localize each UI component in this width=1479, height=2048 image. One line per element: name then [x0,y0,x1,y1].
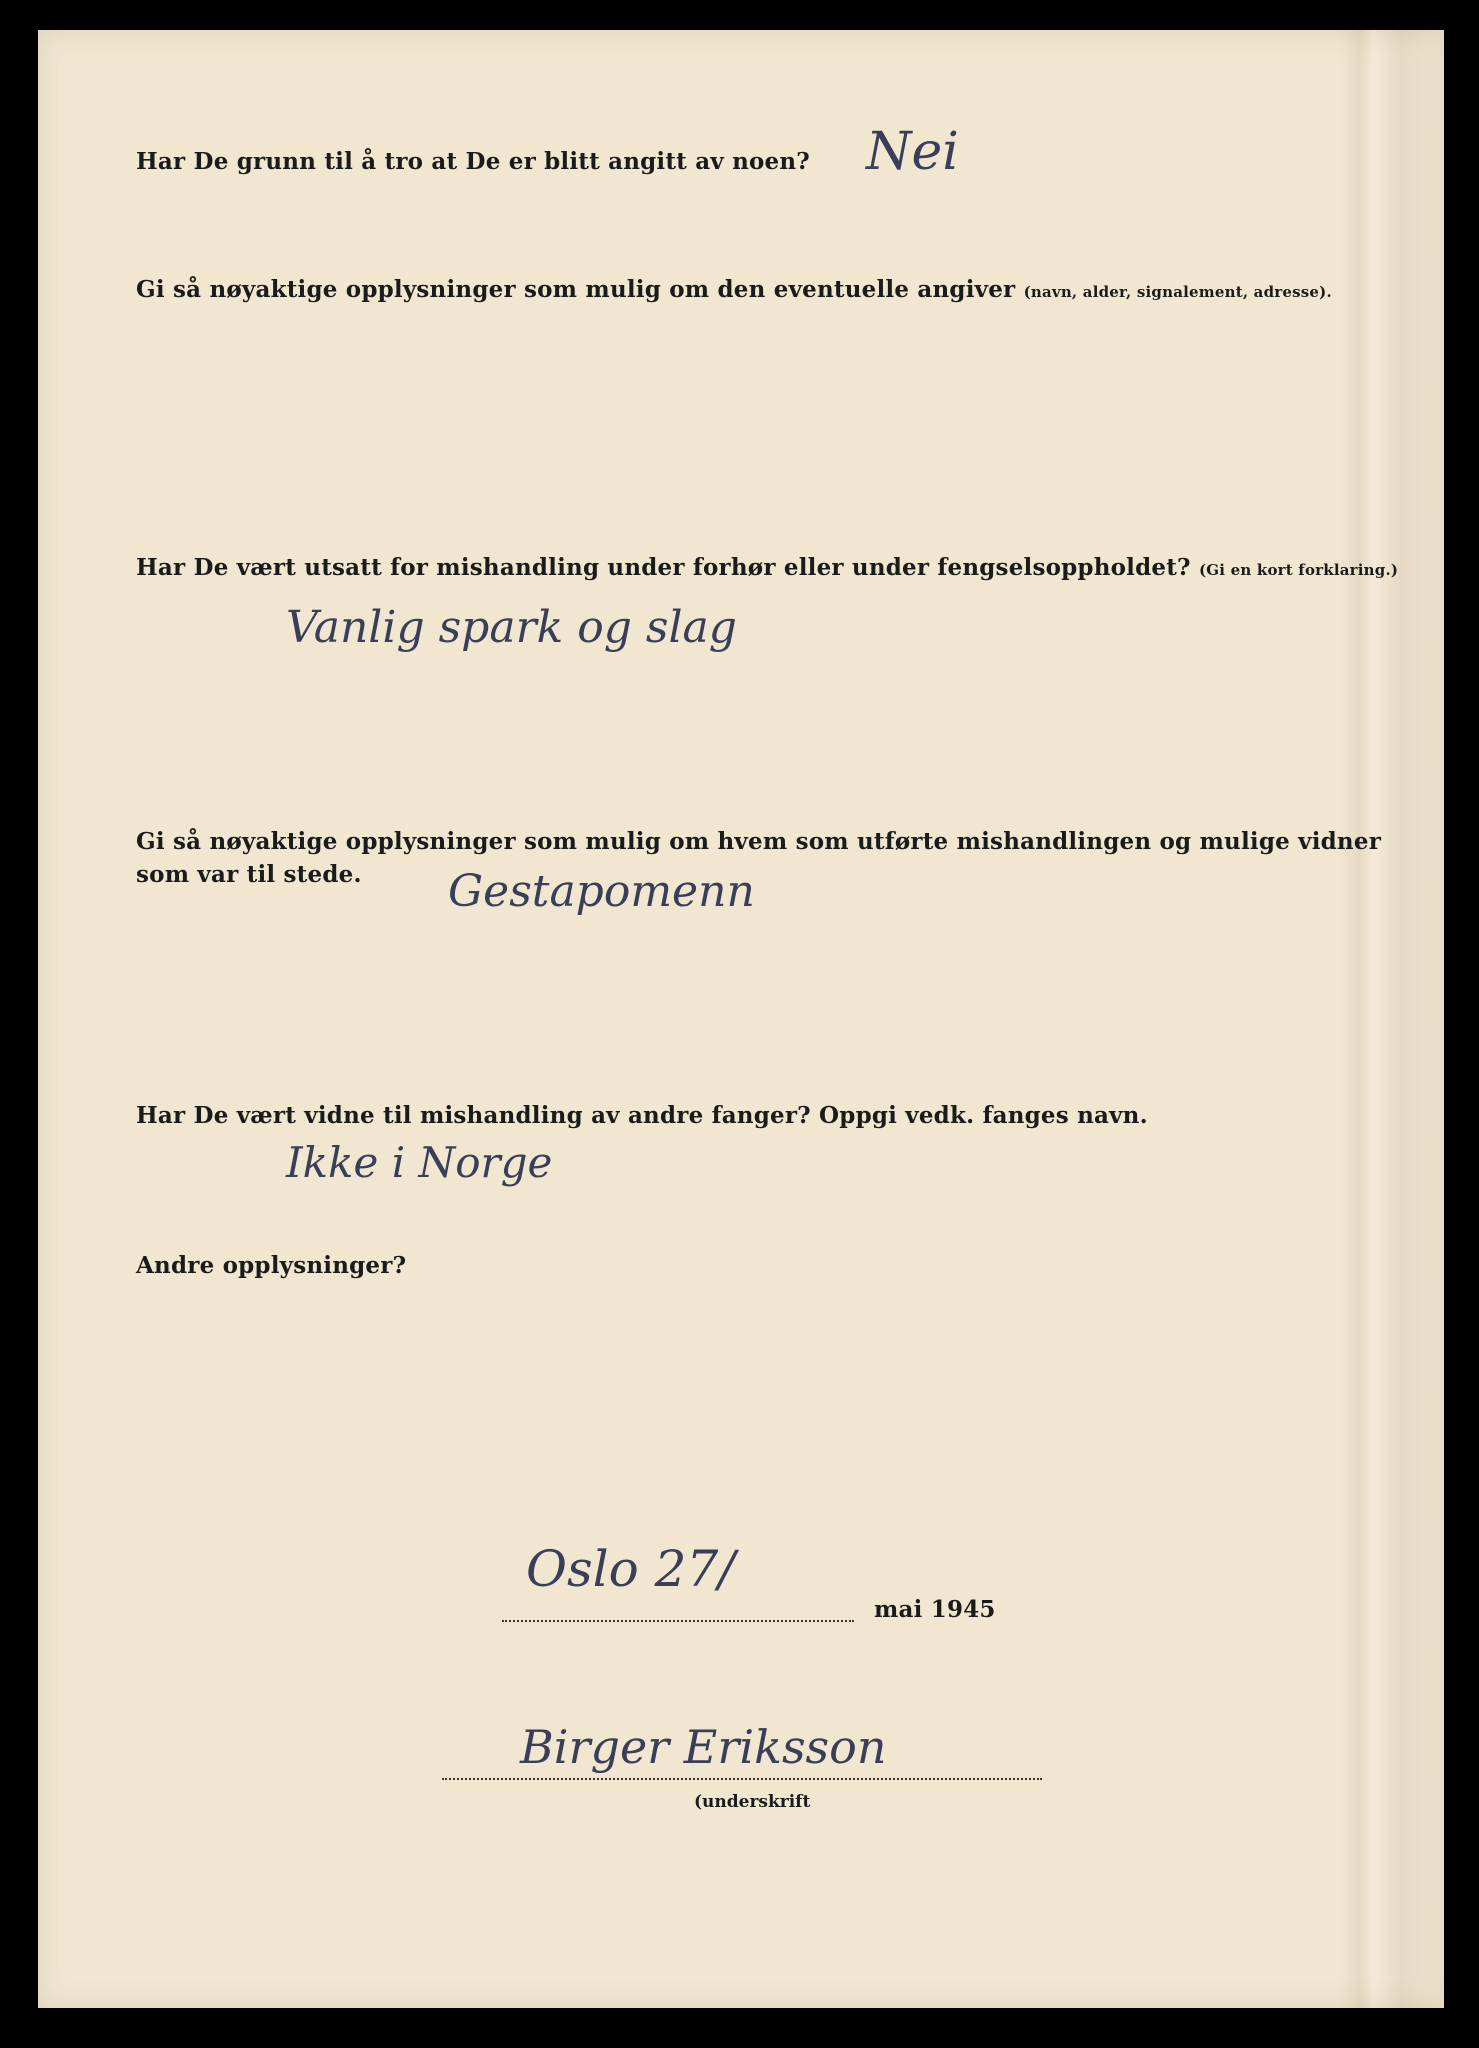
question-informer-details-text: Gi så nøyaktige opplysninger som mulig om den eventuelle angiver [136,276,1016,303]
question-mistreatment [136,554,1398,581]
question-mistreatment-note: (Gi en kort forklaring.) [1198,561,1399,579]
question-witness [136,1102,1148,1129]
form-page [38,30,1444,2008]
place-date-line [502,1620,854,1622]
question-informer-details-note: (navn, alder, signalement, adresse). [1023,283,1332,301]
question-informed [136,148,810,175]
question-perpetrators [136,828,1381,888]
question-perpetrators-line1: Gi så nøyaktige opplysninger som mulig om hvem som utførte mishandlingen og mulige vidner [136,828,1382,855]
question-mistreatment-text: Har De vært utsatt for mishandling under forhør eller under fengselsoppholdet? [136,554,1191,581]
question-informer-details [136,276,1332,303]
question-other-info-text: Andre opplysninger? [136,1252,407,1279]
answer-perpetrators: Gestapomenn [448,866,755,917]
place-date-handwritten: Oslo 27/ [526,1540,736,1598]
question-perpetrators-line2: som var til stede. [136,861,362,888]
signature-line [442,1778,1042,1780]
month-year: mai 1945 [874,1596,996,1623]
answer-informed: Nei [866,122,959,182]
question-witness-text: Har De vært vidne til mishandling av andre fanger? Oppgi vedk. fanges navn. [136,1102,1148,1129]
answer-mistreatment: Vanlig spark og slag [286,602,737,653]
answer-witness: Ikke i Norge [286,1138,553,1187]
signature-caption: (underskrift [694,1792,811,1812]
signature-handwritten: Birger Eriksson [520,1720,887,1774]
question-informed-text: Har De grunn til å tro at De er blitt angitt av noen? [136,148,810,175]
question-other-info [136,1252,406,1279]
